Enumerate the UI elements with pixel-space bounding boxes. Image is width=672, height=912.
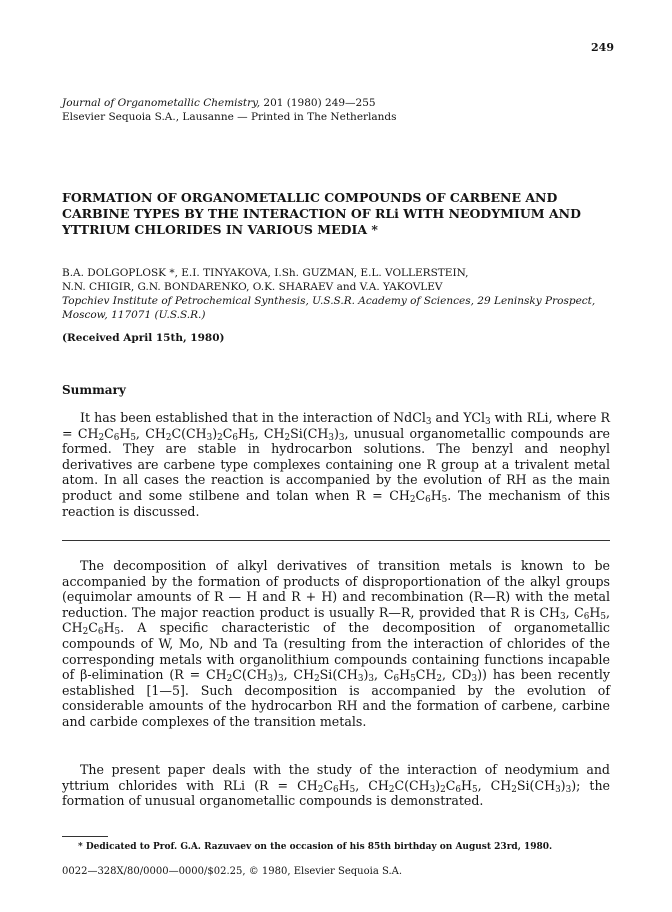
section-divider bbox=[62, 540, 610, 541]
affiliation: Topchiev Institute of Petrochemical Synthesis, U.S.S.R. Academy of Sciences, 29 Leninsky Prospect, Moscow, 117071 (U.S.S.R.) bbox=[62, 295, 596, 321]
article-title: FORMATION OF ORGANOMETALLIC COMPOUNDS OF CARBENE AND CARBINE TYPES BY THE INTERACTION OF RLi WITH NEODYMIUM AND YTTRIUM CHLORIDES IN VARIOUS MEDIA * bbox=[62, 190, 581, 237]
author-line-1: B.A. DOLGOPLOSK *, E.I. TINYAKOVA, I.Sh. GUZMAN, E.L. VOLLERSTEIN, bbox=[62, 267, 469, 279]
journal-citation-line1 bbox=[62, 96, 397, 110]
body-paragraph-2: The present paper deals with the study of the interaction of neodymium and yttrium chlorides with RLi ($R = CH_2C_6H_5$, $CH_2C(CH_3)_2C_6H_5$, $CH_2Si(CH_3)_3$); the formation of unusual organometallic compounds is demonstrated. bbox=[62, 762, 611, 809]
summary-paragraph: It has been established that in the interaction of NdCl$_3$ and YCl$_3$ with RLi, where $R = CH_2C_6H_5$, $CH_2C(CH_3)_2C_6H_5$, $CH_2Si(CH_3)_3$, unusual organometallic compounds are formed. They are stable in hydrocarbon solutions. The benzyl and neophyl derivatives are carbene type complexes containing one R group at a trivalent metal atom. In all cases the reaction is accompanied by the evolution of RH as the main product and some stilbene and tolan when $R = CH_2C_6H_5$. The mechanism of this reaction is discussed. bbox=[62, 410, 611, 519]
publisher-line: Elsevier Sequoia S.A., Lausanne — Printed in The Netherlands bbox=[62, 111, 397, 123]
received-date: (Received April 15th, 1980) bbox=[62, 332, 225, 344]
journal-name: Journal of Organometallic Chemistry, bbox=[62, 97, 261, 109]
journal-citation bbox=[62, 96, 397, 124]
body-paragraph-1: The decomposition of alkyl derivatives of transition metals is known to be accompanied by the formation of products of disproportionation of the alkyl groups (equimolar amounts of R — H and R + H) and recombination (R—R) with the metal reduction. The major reaction product is usually R—R, provided that R is $CH_3$, $C_6H_5$, $CH_2C_6H_5$. A specific characteristic of the decomposition of organometallic compounds of W, Mo, Nb and Ta (resulting from the interaction of chlorides of the corresponding metals with organolithium compounds containing functions incapable of β-elimination ($R = CH_2C(CH_3)_3$, $CH_2Si(CH_3)_3$, $C_6H_5CH_2$, $CD_3$)) has been recently established [1—5]. Such decomposition is accompanied by the evolution of considerable amounts of the hydrocarbon RH and the formation of carbene, carbine and carbide complexes of the transition metals. bbox=[62, 558, 610, 729]
page-number: 249 bbox=[591, 41, 614, 54]
journal-volume-pages: 201 (1980) 249—255 bbox=[260, 97, 376, 109]
copyright-line: 0022—328X/80/0000—0000/$02.25, © 1980, Elsevier Sequoia S.A. bbox=[62, 866, 403, 877]
author-list bbox=[62, 266, 622, 294]
footnote-divider bbox=[62, 836, 108, 837]
author-line-2: N.N. CHIGIR, G.N. BONDARENKO, O.K. SHARAEV and V.A. YAKOVLEV bbox=[62, 281, 443, 293]
footnote: * Dedicated to Prof. G.A. Razuvaev on the occasion of his 85th birthday on August 23rd, 1980. bbox=[78, 842, 553, 852]
summary-heading: Summary bbox=[62, 383, 126, 397]
